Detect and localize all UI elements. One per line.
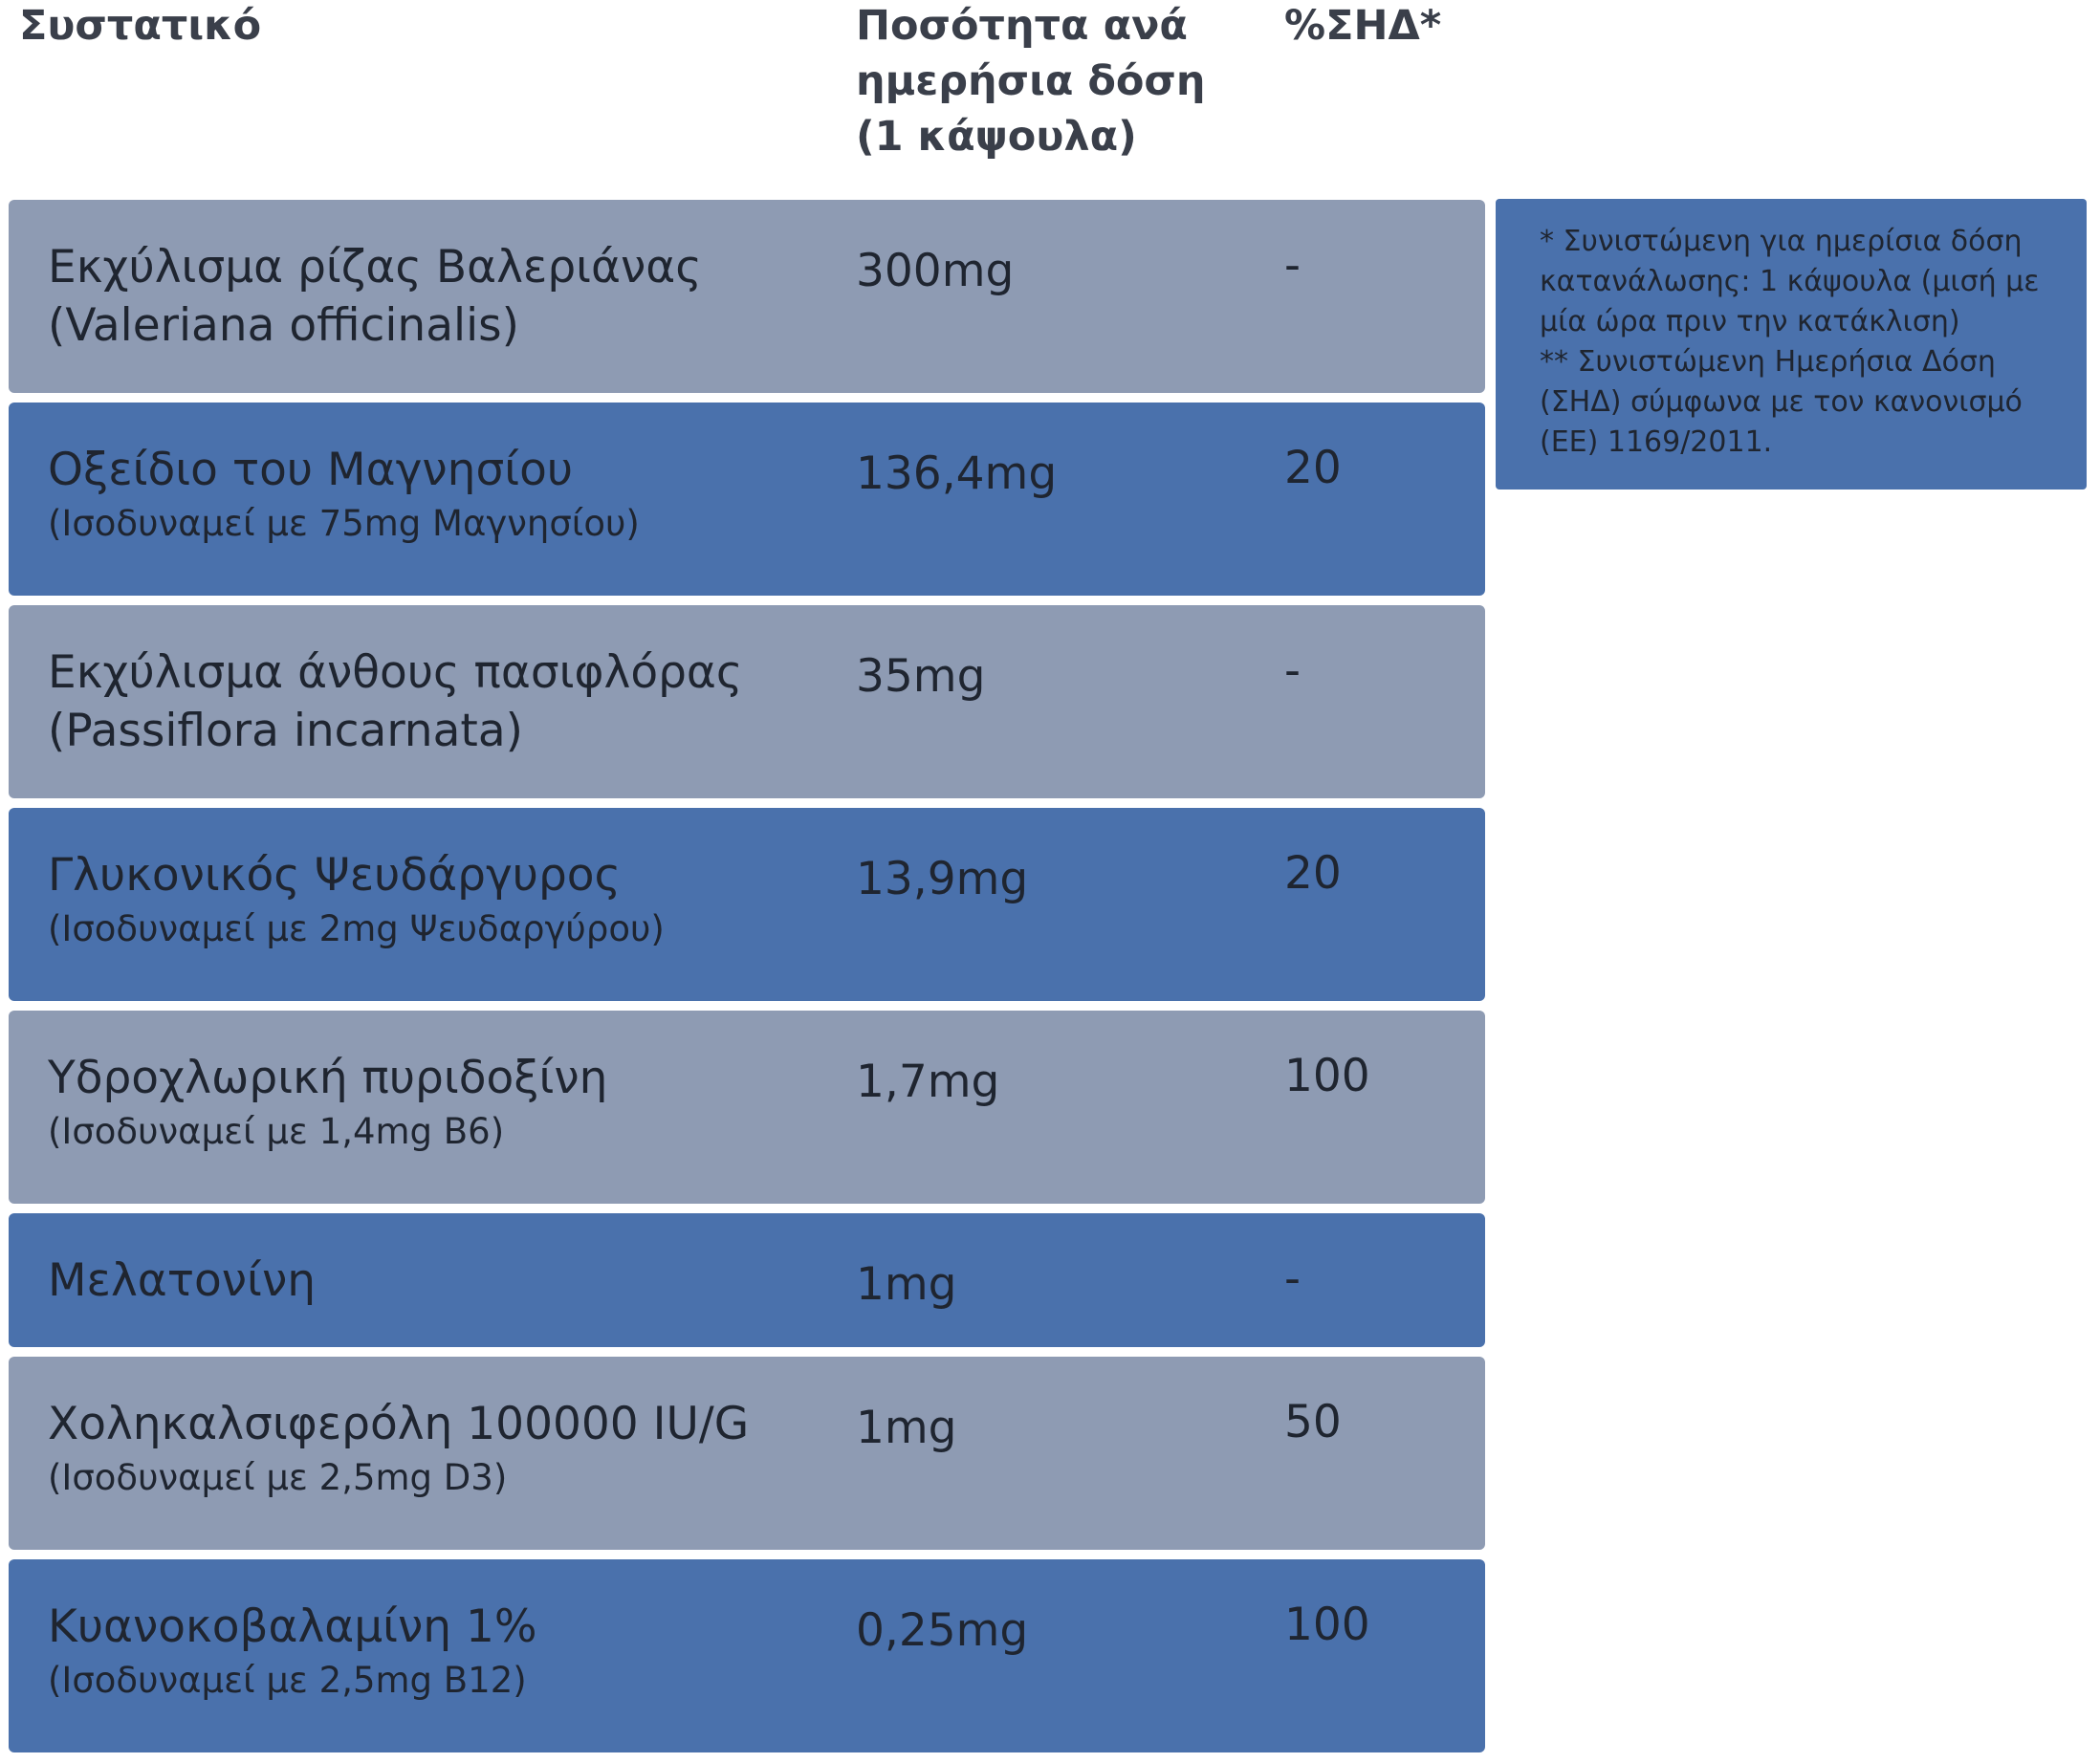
table-row bbox=[9, 1357, 1485, 1550]
ingredient-cell bbox=[48, 1252, 832, 1310]
rdi-cell: - bbox=[1284, 644, 1301, 697]
quantity-cell: 0,25mg bbox=[856, 1604, 1029, 1657]
ingredient-subname: (Valeriana officinalis) bbox=[48, 299, 519, 352]
table-row bbox=[9, 1213, 1485, 1347]
rdi-cell: - bbox=[1284, 239, 1301, 292]
quantity-cell: 136,4mg bbox=[856, 447, 1058, 500]
ingredient-subname: (Ισοδυναμεί με 75mg Μαγνησίου) bbox=[48, 503, 640, 544]
ingredient-subname: (Ισοδυναμεί με 2,5mg D3) bbox=[48, 1457, 508, 1498]
ingredient-name: Μελατονίνη bbox=[48, 1254, 317, 1307]
ingredient-subname: (Ισοδυναμεί με 2mg Ψευδαργύρου) bbox=[48, 908, 665, 949]
table-row bbox=[9, 1559, 1485, 1752]
ingredient-name: Εκχύλισμα ρίζας Βαλεριάνας bbox=[48, 241, 702, 294]
ingredient-cell bbox=[48, 846, 832, 954]
table-row bbox=[9, 808, 1485, 1001]
column-header-quantity: Ποσότητα ανά ημερήσια δόση (1 κάψουλα) bbox=[856, 2, 1206, 161]
table-row bbox=[9, 403, 1485, 596]
rdi-cell: 20 bbox=[1284, 847, 1342, 900]
footnote-line: κατανάλωσης: 1 κάψουλα (μισή με bbox=[1540, 265, 2040, 298]
ingredient-name: Υδροχλωρική πυριδοξίνη bbox=[48, 1052, 608, 1104]
column-header-rdi: %ΣΗΔ* bbox=[1284, 2, 1442, 50]
quantity-cell: 13,9mg bbox=[856, 853, 1029, 905]
rdi-cell: 20 bbox=[1284, 442, 1342, 494]
ingredients-table bbox=[9, 200, 1485, 1762]
table-row bbox=[9, 1011, 1485, 1204]
ingredient-subname: (Passiflora incarnata) bbox=[48, 705, 523, 757]
quantity-cell: 1,7mg bbox=[856, 1056, 1000, 1108]
ingredient-cell bbox=[48, 1049, 832, 1157]
quantity-cell: 300mg bbox=[856, 245, 1015, 297]
ingredient-name: Γλυκονικός Ψευδάργυρος bbox=[48, 849, 622, 902]
quantity-cell: 1mg bbox=[856, 1402, 957, 1454]
rdi-cell: - bbox=[1284, 1252, 1301, 1305]
ingredient-subname: (Ισοδυναμεί με 1,4mg B6) bbox=[48, 1111, 505, 1152]
quantity-cell: 35mg bbox=[856, 650, 986, 703]
rdi-cell: 50 bbox=[1284, 1396, 1342, 1448]
quantity-cell: 1mg bbox=[856, 1258, 957, 1311]
footnote-line: μία ώρα πριν την κατάκλιση) bbox=[1540, 305, 1960, 338]
rdi-cell: 100 bbox=[1284, 1599, 1370, 1651]
ingredient-cell bbox=[48, 238, 832, 355]
ingredient-cell bbox=[48, 1395, 832, 1503]
footnote-line: * Συνιστώμενη για ημερίσια δόση bbox=[1540, 225, 2023, 258]
ingredient-name: Εκχύλισμα άνθους πασιφλόρας bbox=[48, 646, 743, 699]
ingredient-name: Χοληκαλσιφερόλη 100000 IU/G bbox=[48, 1398, 750, 1450]
table-row bbox=[9, 605, 1485, 798]
rdi-cell: 100 bbox=[1284, 1050, 1370, 1102]
ingredient-cell bbox=[48, 1598, 832, 1706]
footnote-box bbox=[1496, 199, 2087, 490]
footnote-line: (ΣΗΔ) σύμφωνα με τον κανονισμό bbox=[1540, 385, 2023, 419]
ingredient-name: Οξείδιο του Μαγνησίου bbox=[48, 444, 574, 496]
ingredient-name: Κυανοκοβαλαμίνη 1% bbox=[48, 1600, 537, 1653]
ingredient-subname: (Ισοδυναμεί με 2,5mg B12) bbox=[48, 1660, 527, 1701]
footnote-line: ** Συνιστώμενη Ημερήσια Δόση bbox=[1540, 345, 1996, 379]
ingredient-cell bbox=[48, 441, 832, 549]
ingredient-cell bbox=[48, 643, 832, 760]
column-header-ingredient: Συστατικό bbox=[19, 2, 262, 50]
footnote-line: (ΕΕ) 1169/2011. bbox=[1540, 425, 1773, 459]
table-row bbox=[9, 200, 1485, 393]
